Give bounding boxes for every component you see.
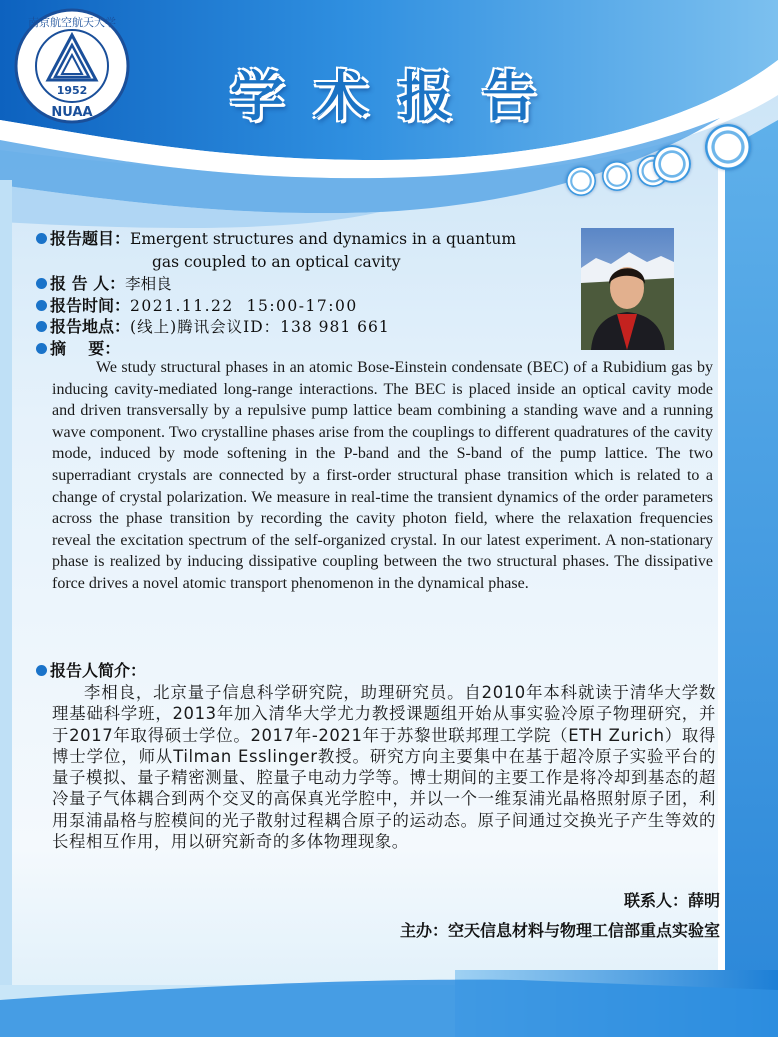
time-row xyxy=(36,295,358,317)
topic-row-2 xyxy=(152,251,400,273)
decoration-circle xyxy=(653,145,691,183)
topic-row xyxy=(36,228,516,250)
speaker-label: 报 告 人： xyxy=(50,274,126,293)
decoration-circle xyxy=(566,166,596,196)
abstract-text: We study structural phases in an atomic Bose-Einstein condensate (BEC) of a Rubidium gas by inducing cavity-mediated long-range interactions. The BEC is placed inside an optical cavity mode and driven transversally by a repulsive pump lattice beam combining a standing wave and a running wave component. Two crystalline phases arise from the couplings to different quadratures of the cavity mode, induced by mode softening in the P-band and the S-band of the pump lattice. The two superradiant crystals are connected by a first-order structural phase transition which is related to a change of crystal polarization. We measure in real-time the transient dynamics of the order parameters across the phase transition by recording the cavity photon field, where the relaxation frequencies reveal the excitation spectrum of the self-organized crystal. In our latest experiment. A non-stationary phase is realized by inducing dissipative coupling between the two structural phases. The dissipative force drives a novel atomic transport phenomenon in the dynamical phase. xyxy=(52,359,713,592)
logo-year: 1952 xyxy=(56,84,88,97)
logo-abbr: NUAA xyxy=(51,105,93,120)
time-value: 2021.11.22 15:00-17:00 xyxy=(130,297,358,315)
abstract-row xyxy=(36,338,120,359)
bullet-icon xyxy=(36,321,47,332)
time-label: 报告时间： xyxy=(50,296,131,315)
bio-text: 李相良，北京量子信息科学研究院，助理研究员。自2010年本科就读于清华大学数理基础科学班，2013年加入清华大学尤力教授课题组开始从事实验冷原子物理研究，并于2017年取得硕士学位。2017年-2021年于苏黎世联邦理工学院（ETH Zurich）取得博士学位，师从Tilman Esslinger教授。研究方向主要集中在基于超冷原子实验平台的量子模拟、量子精密测量、腔量子电动力学等。博士期间的主要工作是将冷却到基态的超冷量子气体耦合到两个交叉的高保真光学腔中，并以一个一维泵浦光晶格照射原子团，利用泵浦晶格与腔模间的光子散射过程耦合原子的运动态。原子间通过交换光子产生等效的长程相互作用，用以研究新奇的多体物理现象。 xyxy=(52,683,716,852)
bullet-icon xyxy=(36,665,47,676)
bio-row xyxy=(36,660,146,681)
place-label: 报告地点： xyxy=(50,317,131,336)
decoration-circle xyxy=(705,124,751,170)
logo-name: 南京航空航天大学 xyxy=(28,16,116,29)
speaker-photo xyxy=(581,228,674,350)
bullet-icon xyxy=(36,278,47,289)
speaker-row xyxy=(36,273,172,295)
topic-label: 报告题目： xyxy=(50,229,131,248)
place-value: (线上)腾讯会议ID：138 981 661 xyxy=(130,318,390,336)
place-row xyxy=(36,316,390,338)
bio-label: 报告人简介： xyxy=(50,661,147,680)
university-logo xyxy=(14,8,130,124)
speaker-name: 李相良 xyxy=(125,275,172,293)
bullet-icon xyxy=(36,343,47,354)
decoration-circle xyxy=(602,161,632,191)
abstract-label: 摘 要： xyxy=(50,339,121,358)
topic-line1: Emergent structures and dynamics in a quantum xyxy=(130,230,517,248)
page-title: 学术报告 xyxy=(230,65,566,128)
bullet-icon xyxy=(36,300,47,311)
host-organization: 主办：空天信息材料与物理工信部重点实验室 xyxy=(399,921,720,940)
topic-line2: gas coupled to an optical cavity xyxy=(152,253,401,271)
bullet-icon xyxy=(36,233,47,244)
contact-person: 联系人：薛明 xyxy=(623,891,720,910)
